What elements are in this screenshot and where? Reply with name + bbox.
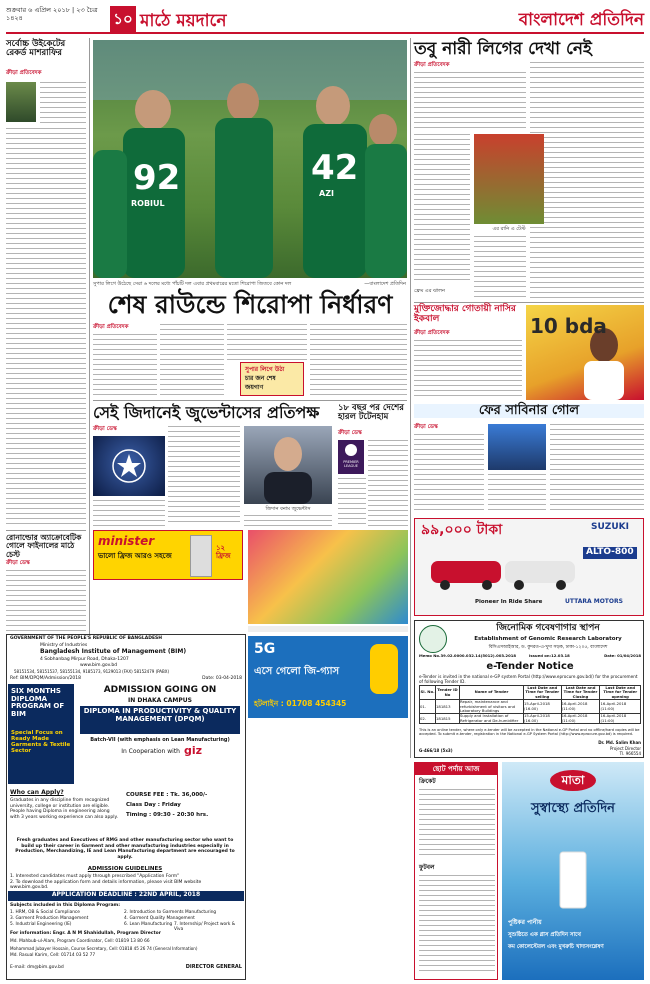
fridge-icon: [190, 535, 212, 577]
th-opening: Last Date and Time for Tender opening: [600, 686, 641, 700]
promo-line3: জয়গাণ: [245, 384, 264, 391]
tv-schedule-box: [414, 762, 498, 980]
juventus-body-col2: [93, 500, 165, 526]
sabina-byline: ক্রীড়া ডেস্ক: [414, 424, 438, 430]
main-body-col3: [227, 324, 307, 360]
premier-logo-text: PREMIER LEAGUE: [343, 460, 359, 468]
tender-issued: Issued on:12.03.18: [529, 653, 570, 658]
tv-label-football: ফুটবল: [419, 864, 435, 871]
uttara-text: UTTARA MOTORS: [565, 598, 623, 605]
bim-phones: 58151534, 58151537, 58155134, 9185173, 9129013 (FAX) 58152479 (PABX): [14, 669, 170, 674]
mata-bullet3: কম কোলেস্টেরল এবং মুখরুচি খাদ্যসংশ্লেষণ: [508, 944, 604, 950]
tv-cricket-list: [419, 789, 495, 859]
table-row: [420, 714, 641, 724]
tender-notice[interactable]: [414, 620, 644, 758]
bim-gov: GOVERNMENT OF THE PEOPLE'S REPUBLIC OF BANGLADESH: [10, 636, 163, 641]
bim-web[interactable]: www.bim.gov.bd: [80, 663, 118, 668]
tender-signer: Dr. Md. Salim Khan: [598, 740, 641, 745]
tender-memo: Memo No.39.02.0000.032.14(5012).003.2018: [419, 653, 516, 658]
story1-body: [40, 82, 86, 124]
main-byline: ক্রীড়া প্রতিবেদক: [93, 324, 129, 330]
mata-brand: মাতা: [550, 770, 596, 791]
main-photo-credit: —বাংলাদেশ প্রতিদিন: [364, 281, 406, 287]
mata-tagline: সুস্বাস্থ্যে প্রতিদিন: [531, 801, 615, 816]
bim-info4: Md. Rasual Karim, Cell: 01714 03 52 77: [10, 953, 96, 958]
suzuki-model: ALTO-800: [583, 547, 637, 559]
premier-body: [368, 440, 408, 526]
promo-line1: সুপার লিগে উঠা: [245, 366, 285, 373]
bim-diploma: DIPLOMA IN PRODUCTIVITY & QUALITY MANAGEMENT (DPQM): [83, 707, 237, 723]
premier-byline: ক্রীড়া ডেস্ক: [338, 430, 362, 436]
cell: 15-April-2018 (16.00): [524, 700, 562, 714]
right-top-body-col1c: [474, 236, 526, 298]
column-rule: [410, 38, 411, 758]
bim-address: 4 Sobhanbag Mirpur Road, Dhaka-1207: [40, 657, 129, 662]
muktijoddha-body: [414, 340, 522, 400]
minister-ad[interactable]: [93, 530, 243, 580]
bim-coop: In Cooperation with: [121, 748, 180, 755]
gas-tagline: এসে গেলো জি-গ্যাস: [254, 666, 340, 677]
bim-subj7: 7. Internship/ Project work & Viva: [174, 922, 236, 932]
main-photo: [93, 40, 407, 278]
milk-glass-icon: [538, 848, 608, 912]
sabina-photo: [526, 305, 644, 400]
bim-guide-title: ADMISSION GUIDELINES: [87, 866, 163, 872]
divider: [414, 302, 644, 303]
cell: 181813: [436, 700, 460, 714]
jersey-name-left: ROBIUL: [131, 199, 165, 208]
tender-ref: G-466/18 (5x3): [419, 748, 453, 753]
story1-body-cont: [6, 128, 86, 526]
bim-info2: Md. Mahbub-ul-Alam, Program Coordinator, Cell: 01819 13 80 66: [10, 939, 150, 944]
muktijoddha-byline: ক্রীড়া প্রতিবেদক: [414, 330, 450, 336]
women-caption: এর রানি এ টেস্ট: [492, 226, 526, 232]
jersey-number-left: 92: [133, 158, 181, 198]
bim-name: Bangladesh Institute of Management (BIM): [40, 648, 187, 655]
right-top-body-col2: [530, 62, 644, 298]
main-photo-caption: সুপার লিগে উঠেছে সেরা ৬ দলের মধ্যে পাঁচটি দল এবার প্রথমবারের মতো শিরোপা জিতবে কোন দল: [93, 281, 292, 287]
story2-title[interactable]: রোনাল্ডোর অ্যাক্রোবেটিক গোলে ফাইনালের মাঠে চেস্ট: [6, 533, 82, 559]
divider: [6, 530, 86, 531]
bim-deadline: APPLICATION DEADLINE : 22ND APRIL, 2018: [51, 891, 201, 898]
gas-ad[interactable]: [248, 636, 408, 718]
tv-schedule-title: ছোট পর্দায় আজ: [415, 763, 497, 775]
tender-seal: [419, 625, 447, 653]
muktijoddha-headline[interactable]: মুক্তিজোদ্ধার গোতায়ী নাসির ইকবাল: [414, 304, 516, 324]
mata-bullet2: সুশুষ্ঠিতে এক গ্লাস প্রতিদিন সাথে: [508, 932, 581, 938]
premier-league-logo: [338, 440, 364, 474]
tender-address: বিসিএসআইআর, ড. কুদরত-এ-খুদা সড়ক, ঢাকা-১২০৫, বাংলাদেশ: [488, 645, 608, 650]
bim-batch: Batch-VII (with emphasis on Lean Manufacturing): [90, 737, 230, 743]
sabina-headline[interactable]: ফের সাবিনার গোল: [414, 404, 644, 418]
newspaper-logo[interactable]: বাংলাদেশ প্রতিদিন: [518, 10, 644, 30]
page-number: ১০: [110, 6, 136, 32]
bim-campus: IN DHAKA CAMPUS: [128, 697, 192, 704]
tender-table-header: [420, 686, 641, 700]
bim-timing: Timing : 09:30 - 20:30 hrs.: [126, 812, 209, 818]
juventus-body-col3: [244, 515, 332, 526]
suzuki-price: ৯৯,০০০ টাকা: [421, 522, 503, 538]
premier-headline[interactable]: ১৮ বছর পর দেশের হারল টটেনহাম: [338, 403, 404, 423]
th-id: Tender ID No: [436, 686, 460, 700]
page-header: [6, 4, 644, 34]
jersey-name-right: AZI: [319, 189, 334, 198]
section-title: মাঠে ময়দানে: [140, 11, 227, 31]
bim-class-day: Class Day : Friday: [126, 802, 181, 808]
right-top-body-col1: [414, 72, 526, 130]
main-body-col1: [93, 334, 157, 396]
date-line: শুক্রবার ৬ এপ্রিল ২০১৮ | ২৩ চৈত্র ১৪২৪: [6, 6, 98, 22]
column-rule: [89, 38, 90, 718]
bim-admission: ADMISSION GOING ON: [103, 685, 217, 695]
story2-byline: ক্রীড়া ডেস্ক: [6, 560, 30, 566]
th-name: Name of Tender: [460, 686, 524, 700]
bim-date: Date: 03-04-2018: [202, 676, 242, 681]
bim-subj1: 1. HRM, OB & Social Compliance: [10, 910, 80, 915]
story1-title[interactable]: সর্বোচ্চ উইকেটের রেকর্ড মাশরাফির: [6, 39, 66, 59]
gas-cylinder-icon: [370, 644, 398, 694]
star-ball-icon: [93, 436, 165, 496]
tender-intro: e-Tender is invited in the national e-GP system Portal (http://www.eprocure.gov.bd/) for the procurement of following Tender ID.: [419, 674, 638, 684]
bim-ministry: Ministry of Industries: [40, 643, 88, 648]
zidane-photo: [244, 426, 332, 504]
cell: Supply and Installation of Refrigerator and De-humidifier: [460, 714, 524, 724]
th-closing: Last Date and Time for Tender Closing: [561, 686, 600, 700]
cell: 02.: [420, 714, 436, 724]
main-body-col2: [160, 324, 224, 396]
champions-league-photo: [93, 436, 165, 496]
th-selling: Last Date and Time for Tender selling: [525, 685, 560, 699]
cell: 16-April-2018 (11:00): [561, 714, 600, 724]
bim-subj6: 6. Lean Manufacturing: [124, 922, 173, 927]
cell: 16-April-2018 (11:00): [600, 714, 641, 724]
bim-side-sub: Special Focus on Ready Made Garments & Textile Sector: [11, 730, 71, 755]
juventus-byline: ক্রীড়া ডেস্ক: [93, 426, 117, 432]
bim-fee: COURSE FEE : Tk. 36,000/-: [126, 792, 208, 798]
bim-director: DIRECTOR GENERAL: [185, 964, 242, 970]
premier-body-lower: [338, 478, 366, 526]
juventus-body-col1: [168, 426, 240, 526]
tv-football-list: [419, 875, 495, 975]
cell: 15-April-2018 (16.00): [524, 714, 562, 724]
giz-logo: giz: [184, 744, 203, 757]
promo-banner[interactable]: [240, 362, 304, 396]
bim-subj2: 2. Introduction to Garments Manufacturing: [124, 910, 217, 915]
tv-label-cricket: ক্রিকেট: [419, 778, 436, 785]
minister-text: ভালো ফ্রিজ আরও সহজে: [98, 552, 172, 560]
promo-line2: চার জন শেষ: [245, 375, 276, 382]
cell: 181815: [436, 714, 460, 724]
bim-subj5: 5. Industrial Engineering (IE): [10, 922, 72, 927]
mata-ad[interactable]: [502, 762, 644, 980]
th-sl: Sl. No.: [420, 686, 436, 700]
gas-hotline: হটলাইন : 01708 454345: [254, 699, 347, 708]
tender-table: [419, 685, 641, 724]
minister-brand: minister: [98, 534, 155, 548]
main-headline[interactable]: শেষ রাউন্ডে শিরোপা নির্ধারণ: [107, 290, 393, 319]
sabina-body-col2: [488, 474, 546, 514]
bim-ref: Ref: BIM/DPQM/Admission/2018: [10, 676, 81, 681]
pioneer-text: Pioneer In Ride Share: [475, 599, 543, 605]
sabina-body-col1: [414, 434, 484, 514]
car-illustration: [421, 545, 581, 591]
bim-email[interactable]: E-mail: dm@bim.gov.bd: [10, 965, 64, 970]
sabina-photo-title: 10 bda: [530, 314, 607, 338]
festival-photo: [248, 530, 408, 624]
cell: Repair, maintenance and refurbishment of visitors and Laboratory Buildings: [460, 700, 524, 714]
bim-who-title: Who can Apply?: [10, 789, 64, 796]
jersey-number-right: 42: [311, 148, 359, 188]
divider: [93, 400, 407, 401]
tender-org-en: Establishment of Genomic Research Laboratory: [474, 636, 622, 642]
person-silhouette: [244, 426, 332, 504]
mashrafe-photo: [6, 82, 36, 122]
tender-date: Date: 01/04/2018: [604, 653, 641, 658]
right-top-body-col1b: [414, 134, 470, 284]
bim-who-text: Graduates in any discipline from recognized university, college or institution are eligible. People having Diploma in engineering along with 3 years working experience can also apply.: [10, 798, 118, 820]
minister-offer: ১২ ফ্রিজ: [216, 544, 231, 560]
bim-subj4: 4. Garment Quality Management: [124, 916, 195, 921]
lion-icon: [338, 440, 364, 460]
gas-brand: 5G: [254, 641, 276, 657]
suzuki-ad[interactable]: [414, 518, 644, 616]
right-top-headline[interactable]: তবু নারী লিগের দেখা নেই: [414, 39, 592, 59]
cell: 16-April-2018 (11:00): [600, 700, 641, 714]
tender-signer-title: Project Director: [609, 746, 641, 751]
right-top-byline: ক্রীড়া প্রতিবেদক: [414, 62, 450, 68]
women-caption2: ফ্রেম এর ঝালন: [414, 288, 445, 294]
bim-side-title: SIX MONTHS DIPLOMA PROGRAM OF BIM: [11, 687, 65, 719]
cell: 16-April-2018 (11:00): [561, 700, 600, 714]
table-row: [420, 700, 641, 714]
women-team-photo: [474, 134, 544, 224]
bim-subj-title: Subjects included in this Diploma Program:: [10, 903, 120, 908]
bim-info3: Mohammad Jubayer Hossain, Course Secretary, Cell: 01818 45 26 74 (General Information): [10, 946, 198, 951]
tender-signer-phone: Tl. 966554: [619, 751, 641, 756]
bim-guide2: 2. To download the application form and details information, please visit BIM website www.bim.gov.bd.: [10, 880, 202, 890]
tender-note: This is an online tender, where only e-tender will be accepted in the National e-GP Portal and no offline/hard copies will be accepted. To submit e-tender, registration in the National e-GP System Portal (http://www.eprocure.gov.bd) is required.: [419, 728, 640, 737]
main-body-col4: [310, 324, 407, 396]
cell: 01.: [420, 700, 436, 714]
sabina-body-col3: [550, 424, 644, 514]
juventus-headline[interactable]: সেই জিদানেই জুভেন্টাসের প্রতিপক্ষ: [93, 403, 320, 422]
bim-subj3: 3. Garment Production Management: [10, 916, 89, 921]
festival-caption: [248, 626, 408, 632]
juventus-caption: জিদান বনাম জুভেন্টাস: [265, 506, 311, 512]
suzuki-brand: SUZUKI: [591, 522, 629, 532]
sabina-inset-photo: [488, 424, 546, 470]
tender-org-bn: জিনোমিক গবেষণাগার স্থাপন: [496, 623, 600, 633]
bim-fresh: Fresh graduates and Executives of RMG and other manufacturing sector who want to build up their career in Garment and other manufacturing industries especially in Production, Merchandizing, IE and Lean Manufacturing department are encouraged to apply.: [15, 838, 235, 860]
story1-byline: ক্রীড়া প্রতিবেদক: [6, 70, 42, 76]
bim-info1: For information: Engr. A N M Shahidullah, Program Director: [10, 931, 161, 936]
mata-bullet1: পুষ্টিকর পানীয়: [508, 919, 542, 926]
bim-guide1: 1. Interested candidates must apply through prescribed "Application Form": [10, 874, 180, 879]
tender-title: e-Tender Notice: [486, 661, 574, 672]
